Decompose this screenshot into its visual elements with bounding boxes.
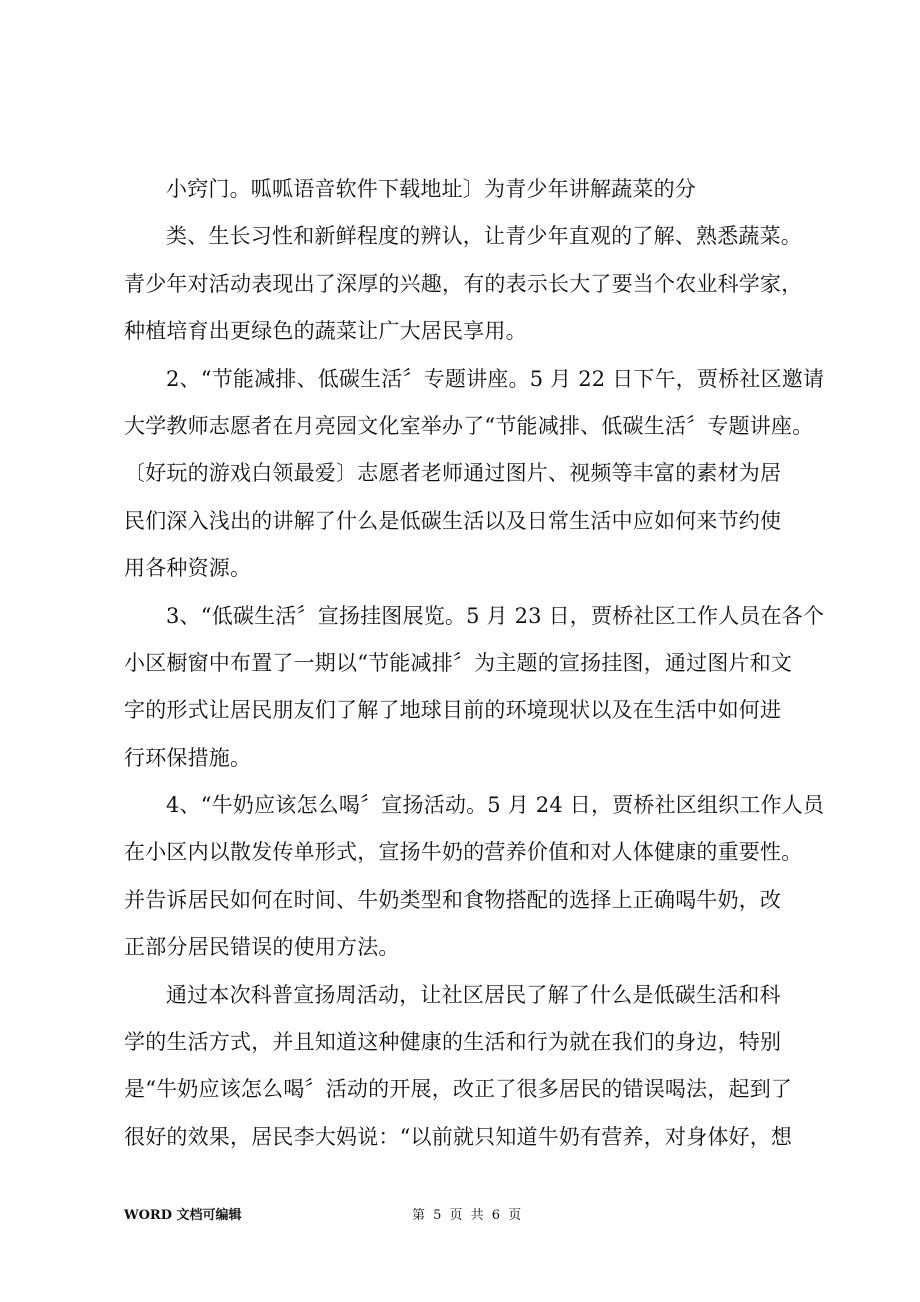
- text-line: 类、生长习性和新鲜程度的辨认，让青少年直观的了解、熟悉蔬菜。: [166, 224, 802, 249]
- text-line: 在小区内以散发传单形式，宣扬牛奶的营养价值和对人体健康的重要性。: [124, 840, 803, 865]
- text-line: 是“牛奶应该怎么喝〞活动的开展，改正了很多居民的错误喝法，起到了: [124, 1077, 793, 1102]
- paragraph-start-line: 4、“牛奶应该怎么喝〞宣扬活动。5 月 24 日，贾桥社区组织工作人员: [166, 793, 825, 818]
- text-line: 〔好玩的游戏白领最爱〕志愿者老师通过图片、视频等丰富的素材为居: [124, 461, 782, 486]
- text-line: 正部分居民错误的使用方法。: [124, 935, 400, 960]
- text-line: 小窍门。呱呱语音软件下载地址〕为青少年讲解蔬菜的分: [166, 177, 696, 201]
- text-line: 用各种资源。: [124, 556, 252, 581]
- text-line: 民们深入浅出的讲解了什么是低碳生活以及日常生活中应如何来节约使: [124, 508, 782, 533]
- paragraph-start-line: 通过本次科普宣扬周活动，让社区居民了解了什么是低碳生活和科: [166, 982, 781, 1007]
- text-line: 种植培育出更绿色的蔬菜让广大居民享用。: [124, 319, 527, 344]
- text-line: 字的形式让居民朋友们了解了地球目前的环境现状以及在生活中如何进: [124, 698, 782, 723]
- text-line: 小区橱窗中布置了一期以“节能减排〞为主题的宣扬挂图，通过图片和文: [124, 650, 793, 675]
- text-line: 大学教师志愿者在月亮园文化室举办了“节能减排、低碳生活〞专题讲座。: [124, 413, 814, 438]
- text-line: 行环保措施。: [124, 745, 252, 770]
- footer-page-number: 第 5 页 共 6 页: [412, 1208, 524, 1223]
- text-line: 学的生活方式，并且知道这种健康的生活和行为就在我们的身边，特别: [124, 1030, 782, 1055]
- footer-editable-label: WORD 文档可编辑: [124, 1208, 242, 1223]
- text-line: 青少年对活动表现出了深厚的兴趣，有的表示长大了要当个农业科学家，: [124, 271, 803, 296]
- document-body: [124, 166, 825, 1161]
- paragraph-start-line: 3、“低碳生活〞宣扬挂图展览。5 月 23 日，贾桥社区工作人员在各个: [166, 603, 825, 628]
- paragraph-start-line: 2、“节能减排、低碳生活〞专题讲座。5 月 22 日下午，贾桥社区邀请: [166, 366, 825, 391]
- text-line: 并告诉居民如何在时间、牛奶类型和食物搭配的选择上正确喝牛奶，改: [124, 887, 782, 912]
- text-line: 很好的效果，居民李大妈说：“以前就只知道牛奶有营养，对身体好，想: [124, 1124, 793, 1149]
